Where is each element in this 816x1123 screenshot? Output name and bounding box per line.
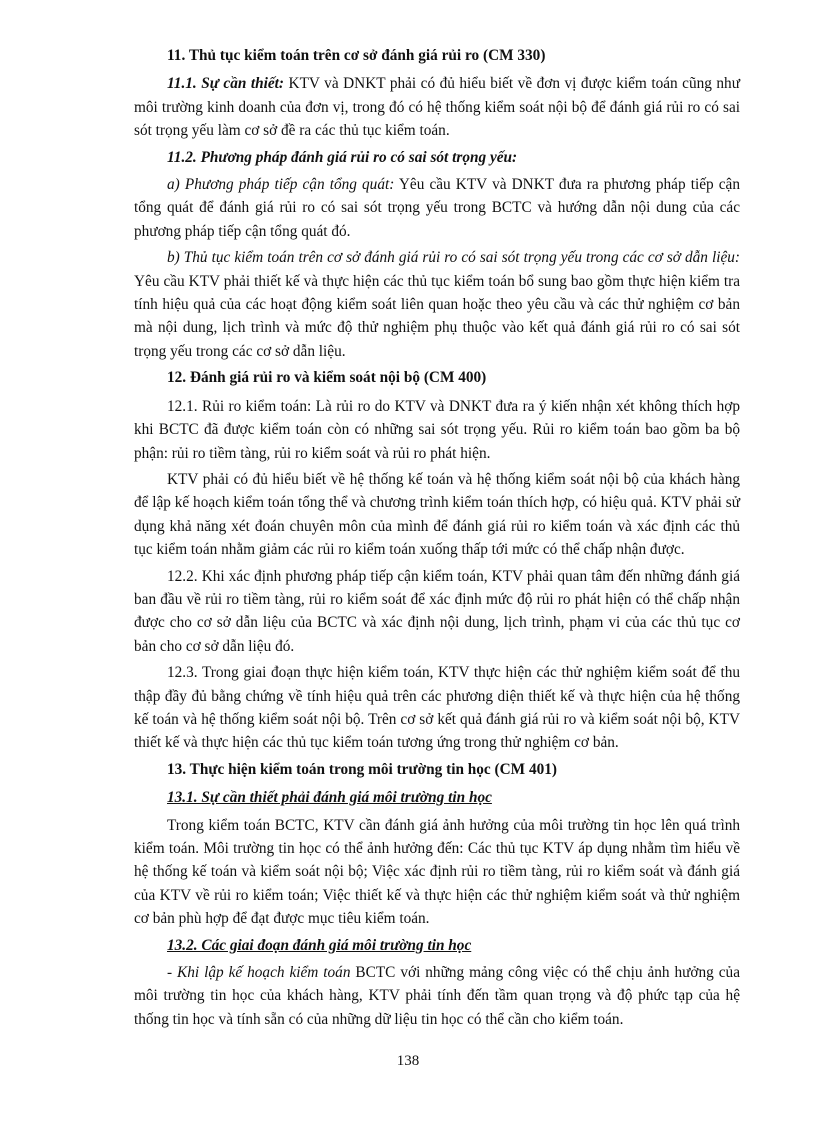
section-12-2-paragraph: 12.2. Khi xác định phương pháp tiếp cận kiểm toán, KTV phải quan tâm đến những đánh giá ban đầu về rủi ro tiềm tàng, rủi ro kiểm soát để xác định mức độ rủi ro phát hiện có thể chấp nhận được cho cơ sở dẫn liệu của BCTC và xác định nội dung, lịch trình, phạm vi của các thủ tục cơ bản cho cơ sở dẫn liệu đó. [134,567,740,655]
section-13-1-heading: 13.1. Sự cần thiết phải đánh giá môi trường tin học [167,789,492,807]
section-11-2a-paragraph [134,173,740,243]
section-11-2a-lead: a) Phương pháp tiếp cận tổng quát: [167,176,395,194]
section-11-1-lead: 11.1. Sự cần thiết: [167,75,285,93]
section-12-3-paragraph: 12.3. Trong giai đoạn thực hiện kiểm toán, KTV thực hiện các thử nghiệm kiểm soát để thu thập đầy đủ bằng chứng về tính hiệu quả trên các phương diện thiết kế và thực hiện của hệ thống kế toán và hệ thống kiểm soát nội bộ. Trên cơ sở kết quả đánh giá rủi ro và kiểm soát nội bộ, KTV thiết kế và thực hiện các thủ tục kiểm toán tương ứng trong thử nghiệm cơ bản. [134,664,740,752]
section-11-1-paragraph [134,72,740,142]
section-13-2-lead: Khi lập kế hoạch kiểm toán [177,964,351,982]
section-12-understanding-paragraph: KTV phải có đủ hiểu biết về hệ thống kế toán và hệ thống kiểm soát nội bộ của khách hàng để lập kế hoạch kiểm toán tổng thể và chương trình kiểm toán thích hợp, có hiệu quả. KTV phải sử dụng khả năng xét đoán chuyên môn của mình để đánh giá rủi ro kiểm toán và xác định các thủ tục kiểm toán nhằm giảm các rủi ro kiểm toán xuống thấp tới mức có thể chấp nhận được. [134,470,740,559]
page-number: 138 [396,1053,420,1069]
section-13-2-body: BCTC với những mảng công việc có thể chịu ảnh hưởng của môi trường tin học của khách hàng, KTV phải tính đến tầm quan trọng và độ phức tạp của hệ thống tin học và tính sẵn có của những dữ liệu tin học có thể cần cho kiểm toán. [134,964,740,1028]
section-12-1-paragraph: 12.1. Rủi ro kiểm toán: Là rủi ro do KTV và DNKT đưa ra ý kiến nhận xét không thích hợp khi BCTC đã được kiểm toán còn có những sai sót trọng yếu. Rủi ro kiểm toán bao gồm ba bộ phận: rủi ro tiềm tàng, rủi ro kiểm soát và rủi ro phát hiện. [134,397,740,462]
section-13-1-paragraph: Trong kiểm toán BCTC, KTV cần đánh giá ảnh hưởng của môi trường tin học lên quá trình kiểm toán. Môi trường tin học có thể ảnh hưởng đến: Các thủ tục KTV áp dụng nhằm tìm hiểu về hệ thống kế toán và kiểm soát nội bộ; Việc xác định rủi ro tiềm tàng, rủi ro kiểm soát và đánh giá của KTV về rủi ro kiểm toán; Việc thiết kế và thực hiện các thử nghiệm kiểm soát và thử nghiệm cơ bản phù hợp để đạt được mục tiêu kiểm toán. [134,816,740,928]
section-13-2-dash: - [167,964,178,982]
section-11-2b-lead: b) Thủ tục kiểm toán trên cơ sở đánh giá rủi ro có sai sót trọng yếu trong các cơ sở dẫn liệu: [167,249,740,267]
section-12-heading: 12. Đánh giá rủi ro và kiểm soát nội bộ (CM 400) [167,369,487,387]
section-11-2a-body: Yêu cầu KTV và DNKT đưa ra phương pháp tiếp cận tổng quát để đánh giá rủi ro có sai sót trọng yếu trong BCTC và hướng dẫn nội dung của các phương pháp tiếp cận tổng quát đó. [134,176,740,240]
document-body [134,44,740,1034]
section-11-2b-paragraph [134,246,740,363]
section-11-1-body: KTV và DNKT phải có đủ hiểu biết về đơn vị được kiểm toán cũng như môi trường kinh doanh của đơn vị, trong đó có hệ thống kiểm soát nội bộ để đánh giá rủi ro có sai sót trọng yếu làm cơ sở đề ra các thủ tục kiểm toán. [134,75,740,140]
section-13-heading: 13. Thực hiện kiểm toán trong môi trường tin học (CM 401) [167,760,557,778]
section-13-2-paragraph [134,961,740,1031]
section-11-2b-body: Yêu cầu KTV phải thiết kế và thực hiện các thủ tục kiểm toán bổ sung bao gồm thực hiện kiểm tra tính hiệu quả của các hoạt động kiểm soát liên quan hoặc theo yêu cầu và các thử nghiệm cơ bản mà nội dung, lịch trình và mức độ thử nghiệm phụ thuộc vào kết quả đánh giá rủi ro có sai sót trọng yếu trong các cơ sở dẫn liệu. [134,272,740,360]
section-11-2-heading: 11.2. Phương pháp đánh giá rủi ro có sai sót trọng yếu: [167,148,518,166]
section-13-2-heading: 13.2. Các giai đoạn đánh giá môi trường tin học [167,936,472,954]
section-11-heading: 11. Thủ tục kiểm toán trên cơ sở đánh giá rủi ro (CM 330) [167,47,546,64]
